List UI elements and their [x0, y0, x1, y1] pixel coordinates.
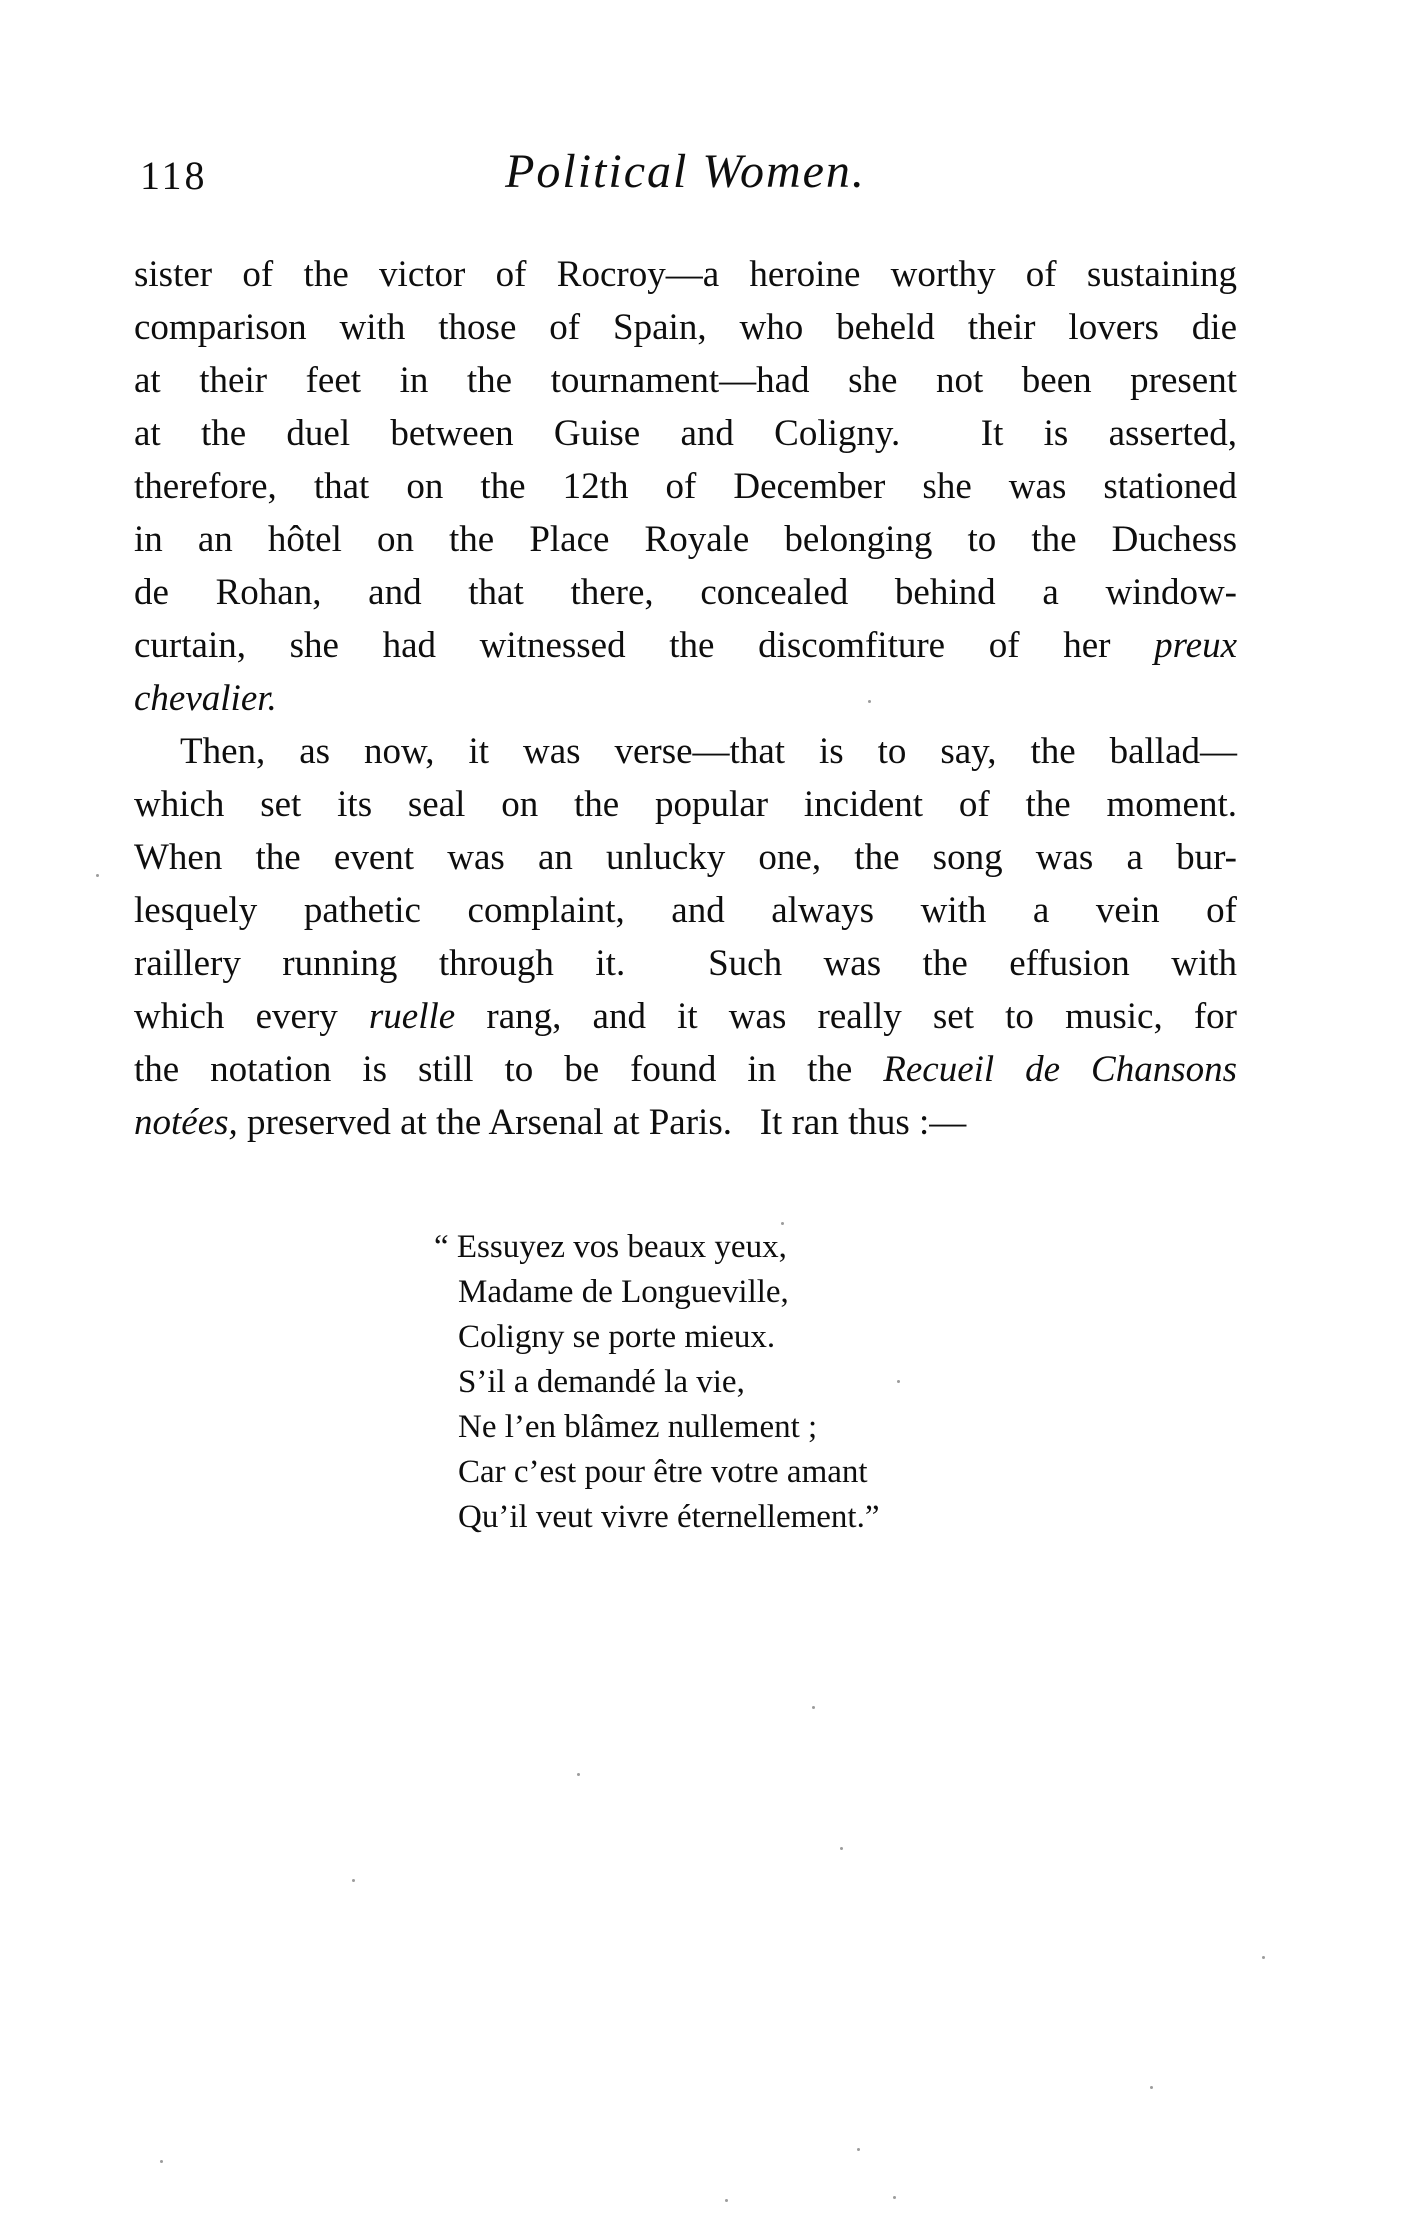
- scan-speck: [96, 874, 99, 877]
- page-number: 118: [140, 153, 208, 198]
- scan-speck: [160, 2160, 163, 2163]
- scan-speck: [352, 1879, 355, 1882]
- text-line: at their feet in the tournament—had she not been present: [134, 360, 1237, 401]
- verse-line: S’il a demandé la vie,: [458, 1364, 745, 1400]
- text-line: sister of the victor of Rocroy—a heroine worthy of sustaining: [134, 254, 1237, 295]
- text-line: in an hôtel on the Place Royale belonging to the Duchess: [134, 519, 1237, 560]
- text-line: chevalier.: [134, 678, 277, 719]
- scan-speck: [577, 1773, 580, 1776]
- text-line: notées, preserved at the Arsenal at Paris. It ran thus :—: [134, 1102, 967, 1143]
- text-line: therefore, that on the 12th of December she was stationed: [134, 466, 1237, 507]
- verse-line: Coligny se porte mieux.: [458, 1319, 776, 1355]
- text-line: at the duel between Guise and Coligny. It is asserted,: [134, 413, 1237, 454]
- scan-speck: [893, 2196, 896, 2199]
- verse-line: Car c’est pour être votre amant: [458, 1454, 868, 1490]
- text-line: Then, as now, it was verse—that is to say, the ballad—: [180, 731, 1237, 772]
- verse-line: Ne l’en blâmez nullement ;: [458, 1409, 818, 1445]
- running-title: Political Women.: [505, 145, 866, 198]
- text-line: When the event was an unlucky one, the song was a bur-: [134, 837, 1237, 878]
- verse-line: “ Essuyez vos beaux yeux,: [434, 1229, 787, 1265]
- text-line: which every ruelle rang, and it was really set to music, for: [134, 996, 1237, 1037]
- paragraph: [134, 248, 1237, 725]
- text-line: lesquely pathetic complaint, and always with a vein of: [134, 890, 1237, 931]
- scan-speck: [897, 1380, 900, 1383]
- scan-speck: [857, 2148, 860, 2151]
- scan-speck: [840, 1847, 843, 1850]
- scan-speck: [868, 700, 871, 703]
- text-line: de Rohan, and that there, concealed behind a window-: [134, 572, 1237, 613]
- scan-speck: [812, 1706, 815, 1709]
- verse-line: Madame de Longueville,: [458, 1274, 789, 1310]
- scan-speck: [725, 2199, 728, 2202]
- verse-block: [134, 1225, 1237, 1540]
- text-line: raillery running through it. Such was the effusion with: [134, 943, 1237, 984]
- text-line: curtain, she had witnessed the discomfiture of her preux: [134, 625, 1237, 666]
- text-line: which set its seal on the popular incident of the moment.: [134, 784, 1237, 825]
- scan-speck: [1150, 2086, 1153, 2089]
- text-line: the notation is still to be found in the Recueil de Chansons: [134, 1049, 1238, 1090]
- scan-speck: [781, 1222, 784, 1225]
- text-line: comparison with those of Spain, who beheld their lovers die: [134, 307, 1237, 348]
- paragraph: [134, 725, 1237, 1149]
- scan-speck: [1262, 1956, 1265, 1959]
- text-block: [134, 248, 1237, 1540]
- verse-line: Qu’il veut vivre éternellement.”: [458, 1499, 880, 1535]
